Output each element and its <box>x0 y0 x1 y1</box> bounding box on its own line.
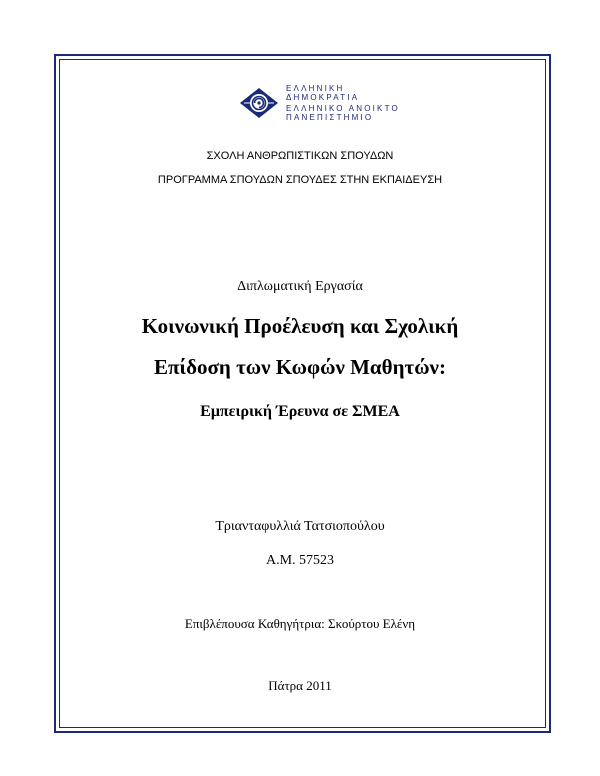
thesis-title-line-1: Κοινωνική Προέλευση και Σχολική <box>141 314 459 338</box>
place-date: Πάτρα 2011 <box>268 678 332 693</box>
author-name: Τριανταφυλλιά Τατσιοπούλου <box>215 519 385 534</box>
thesis-title-line-2: Επίδοση των Κωφών Μαθητών: <box>154 355 446 379</box>
thesis-type: Διπλωματική Εργασία <box>237 279 363 294</box>
supervisor: Επιβλέπουσα Καθηγήτρια: Σκούρτου Ελένη <box>184 616 416 631</box>
logo-line-2: ΔΗΜΟΚΡΑΤΙΑ <box>286 93 360 102</box>
author-registration: Α.Μ. 57523 <box>265 553 335 568</box>
logo-line-4: ΠΑΝΕΠΙΣΤΗΜΙΟ <box>286 113 374 122</box>
university-logo <box>238 82 400 124</box>
school-name: ΣΧΟΛΗ ΑΝΘΡΩΠΙΣΤΙΚΩΝ ΣΠΟΥΔΩΝ <box>206 150 394 162</box>
thesis-subtitle: Εμπειρική Έρευνα σε ΣΜΕΑ <box>200 403 400 420</box>
logo-line-1: ΕΛΛΗΝΙΚΗ <box>286 84 345 93</box>
program-name: ΠΡΟΓΡΑΜΜΑ ΣΠΟΥΔΩΝ ΣΠΟΥΔΕΣ ΣΤΗΝ ΕΚΠΑΙΔΕΥΣΗ <box>157 174 443 186</box>
university-name <box>286 84 400 122</box>
logo-line-3: ΕΛΛΗΝΙΚΟ ΑΝΟΙΚΤΟ <box>286 104 400 113</box>
university-emblem-icon <box>238 86 280 120</box>
